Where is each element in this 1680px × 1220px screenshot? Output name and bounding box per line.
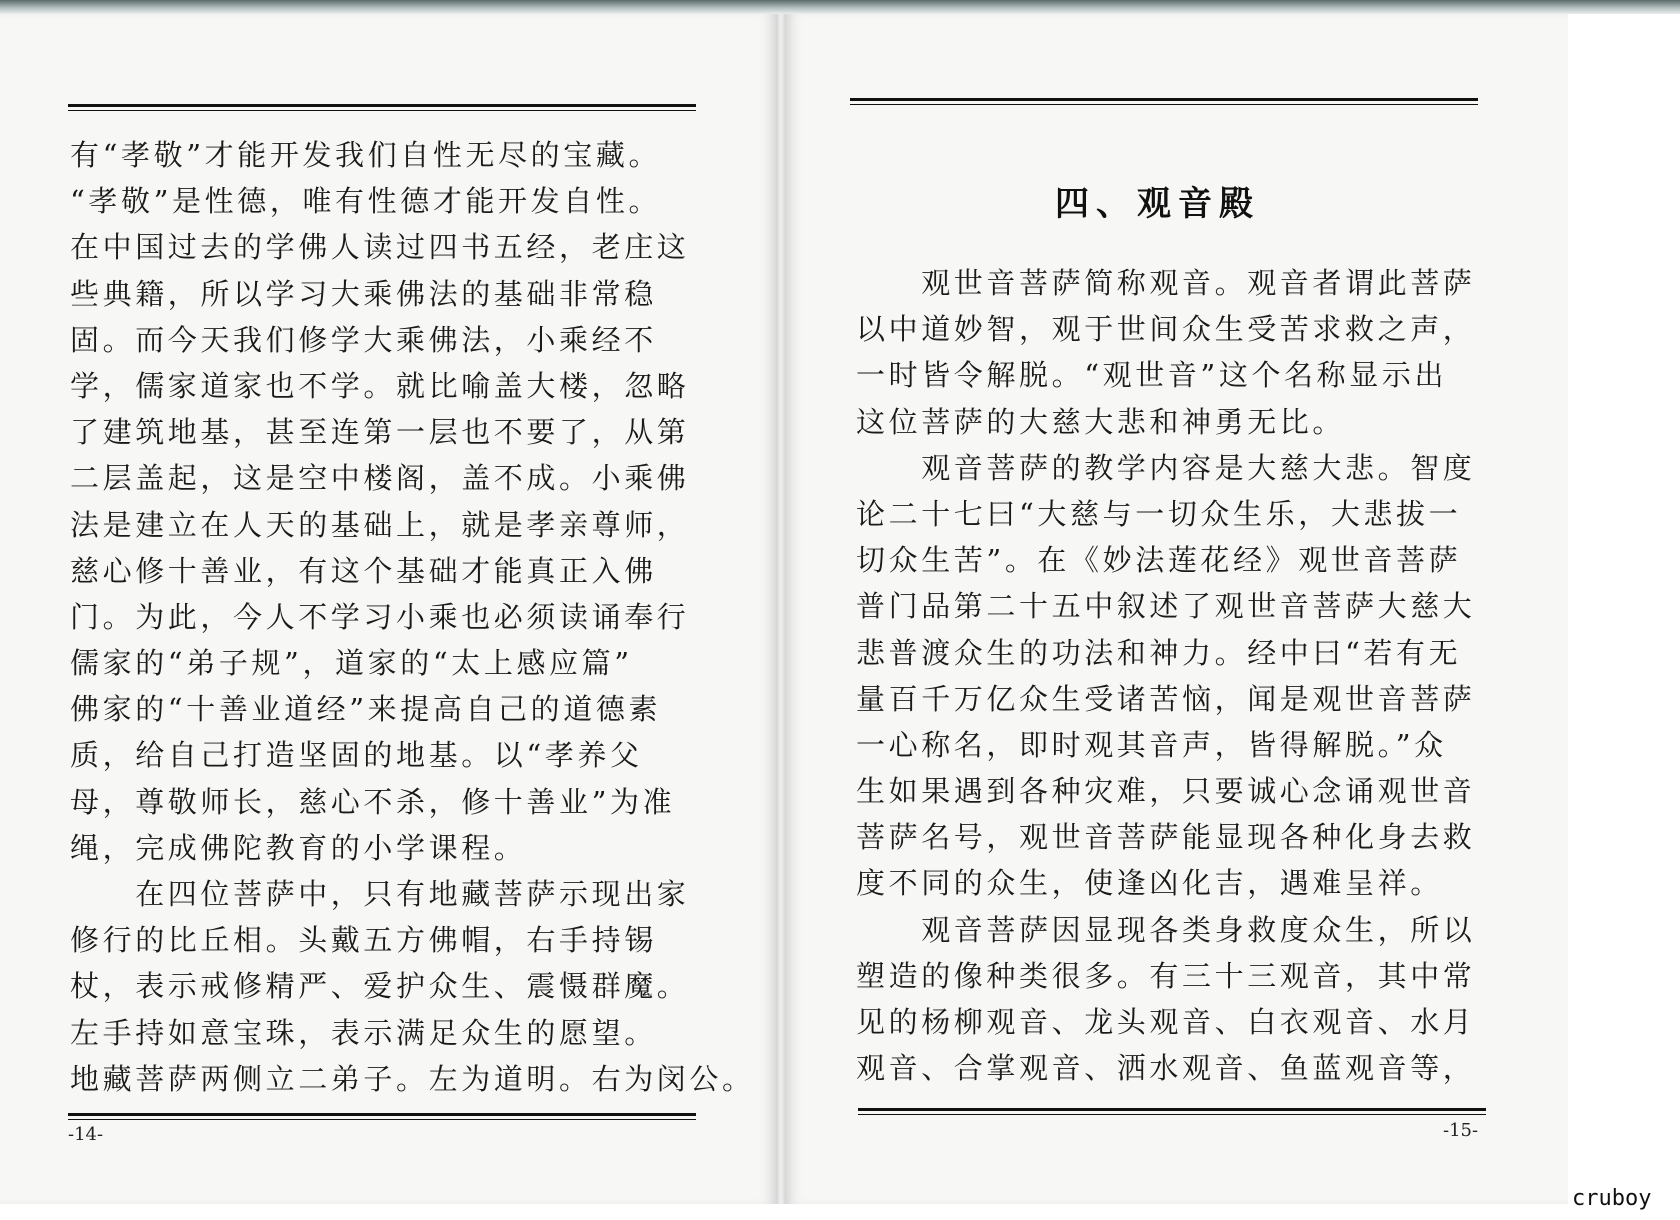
- text-line: 普门品第二十五中叙述了观世音菩萨大慈大: [856, 589, 1476, 624]
- text-line: 观音菩萨因显现各类身救度众生，所以: [856, 912, 1476, 947]
- right-bottom-rule: [858, 1108, 1486, 1111]
- scan-edge: [0, 0, 1680, 14]
- text-line: 塑造的像种类很多。有三十三观音，其中常: [856, 958, 1476, 993]
- text-line: 地藏菩萨两侧立二弟子。左为道明。右为闵公。: [70, 1061, 755, 1096]
- text-line: 观音、合掌观音、洒水观音、鱼蓝观音等，: [856, 1051, 1476, 1086]
- text-line: 论二十七曰“大慈与一切众生乐，大悲拔一: [856, 496, 1462, 531]
- text-line: 这位菩萨的大慈大悲和神勇无比。: [856, 404, 1346, 439]
- left-body-text: [70, 132, 755, 1102]
- text-line: 了建筑地基，甚至连第一层也不要了，从第: [70, 415, 690, 450]
- text-line: 量百千万亿众生受诸苦恼，闻是观世音菩萨: [856, 681, 1476, 716]
- text-line: 度不同的众生，使逢凶化吉，遇难呈祥。: [856, 866, 1443, 901]
- text-line: 门。为此，今人不学习小乘也必须读诵奉行: [70, 599, 690, 634]
- text-line: 在四位菩萨中，只有地藏菩萨示现出家: [70, 877, 690, 911]
- book-gutter: [776, 14, 786, 1204]
- text-line: 悲普渡众生的功法和神力。经中曰“若有无: [856, 635, 1462, 670]
- text-line: 学，儒家道家也不学。就比喻盖大楼，忽略: [70, 368, 690, 403]
- text-line: 生如果遇到各种灾难，只要诚心念诵观世音: [856, 774, 1476, 809]
- right-top-rule: [850, 98, 1478, 101]
- text-line: 见的杨柳观音、龙头观音、白衣观音、水月: [856, 1005, 1476, 1039]
- text-line: 菩萨名号，观世音菩萨能显现各种化身去救: [856, 820, 1476, 855]
- text-line: 一时皆令解脱。“观世音”这个名称显示出: [856, 358, 1448, 393]
- text-line: 修行的比丘相。头戴五方佛帽，右手持锡: [70, 923, 657, 958]
- text-line: 绳，完成佛陀教育的小学课程。: [70, 830, 527, 865]
- text-line: 有“孝敬”才能开发我们自性无尽的宝藏。: [70, 138, 662, 172]
- text-line: 些典籍，所以学习大乘佛法的基础非常稳: [70, 276, 657, 311]
- text-line: 在中国过去的学佛人读过四书五经，老庄这: [70, 230, 690, 265]
- text-line: 固。而今天我们修学大乘佛法，小乘经不: [70, 322, 657, 357]
- right-body-text: [856, 260, 1475, 1091]
- watermark: cruboy: [1572, 1186, 1652, 1211]
- scan-background: [1568, 14, 1680, 1220]
- page-title: 四、观音殿: [1055, 184, 1260, 224]
- text-line: “孝敬”是性德，唯有性德才能开发自性。: [70, 184, 662, 219]
- left-page-number: -14-: [68, 1124, 104, 1145]
- right-page-number: -15-: [1443, 1120, 1479, 1141]
- text-line: 观世音菩萨简称观音。观音者谓此菩萨: [856, 266, 1476, 300]
- text-line: 法是建立在人天的基础上，就是孝亲尊师，: [70, 507, 690, 542]
- left-bottom-rule: [68, 1113, 696, 1116]
- text-line: 慈心修十善业，有这个基础才能真正入佛: [70, 553, 657, 588]
- left-top-rule: [68, 104, 696, 107]
- text-line: 二层盖起，这是空中楼阁，盖不成。小乘佛: [70, 461, 690, 496]
- text-line: 母，尊敬师长，慈心不杀，修十善业”为准: [70, 784, 676, 819]
- text-line: 儒家的“弟子规”，道家的“太上感应篇”: [70, 646, 633, 681]
- text-line: 杖，表示戒修精严、爱护众生、震慑群魔。: [70, 969, 690, 1004]
- text-line: 质，给自己打造坚固的地基。以“孝养父: [70, 738, 643, 773]
- text-line: 切众生苦”。在《妙法莲花经》观世音菩萨: [856, 543, 1462, 578]
- text-line: 以中道妙智，观于世间众生受苦求救之声，: [856, 312, 1476, 347]
- text-line: 左手持如意宝珠，表示满足众生的愿望。: [70, 1015, 657, 1050]
- text-line: 一心称名，即时观其音声，皆得解脱。”众: [856, 727, 1447, 762]
- text-line: 佛家的“十善业道经”来提高自己的道德素: [70, 692, 662, 727]
- text-line: 观音菩萨的教学内容是大慈大悲。智度: [856, 450, 1476, 485]
